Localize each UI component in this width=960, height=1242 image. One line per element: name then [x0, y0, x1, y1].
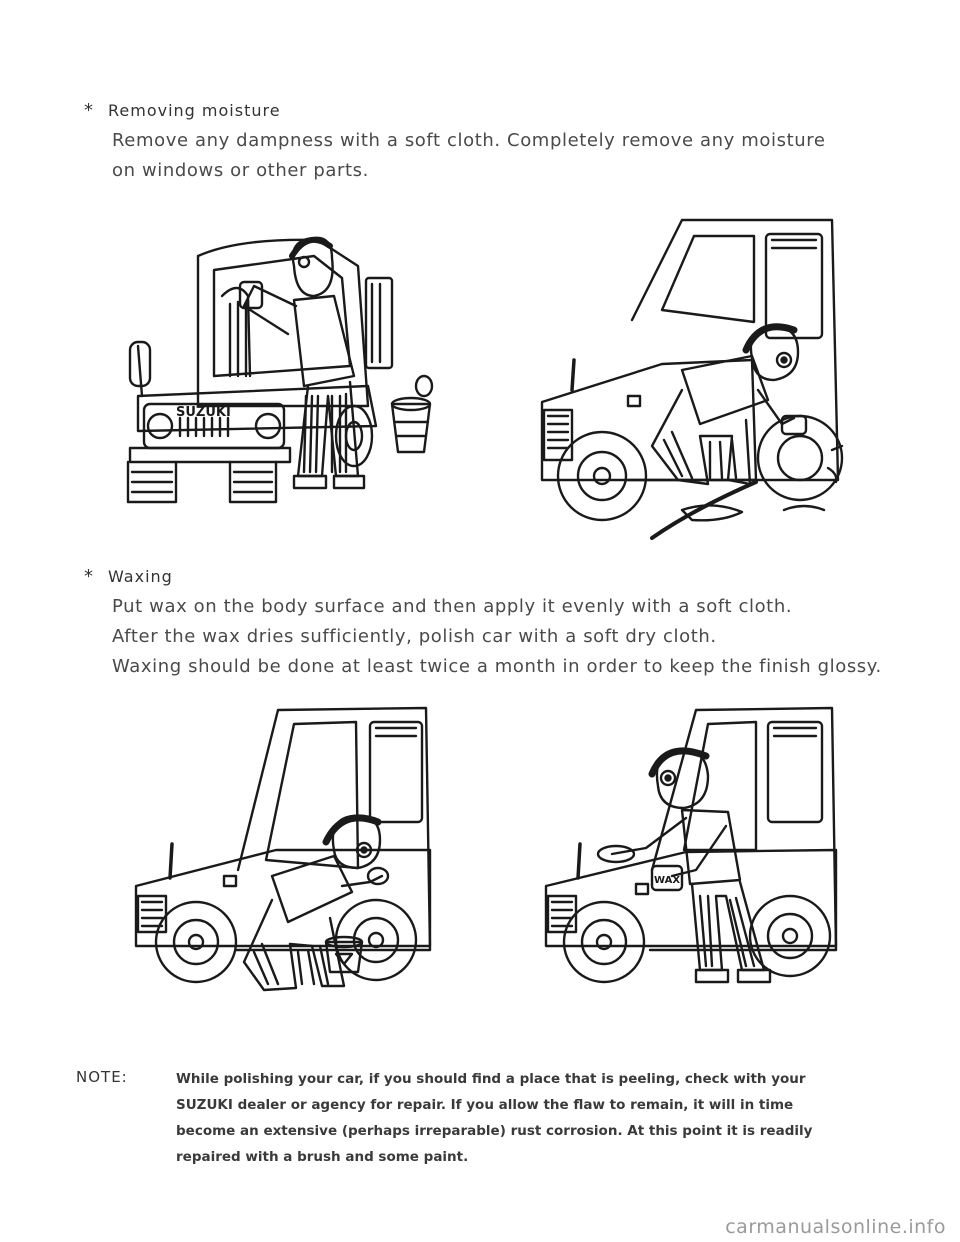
paragraph-line: Put wax on the body surface and then apply it evenly with a soft cloth.	[112, 596, 793, 617]
heading-text: Waxing	[108, 567, 173, 586]
note-line: become an extensive (perhaps irreparable) rust corrosion. At this point it is readily	[176, 1123, 813, 1139]
note-label: NOTE:	[76, 1068, 128, 1086]
heading-text: Removing moisture	[108, 101, 281, 120]
note-line: SUZUKI dealer or agency for repair. If you allow the flaw to remain, it will in time	[176, 1097, 794, 1113]
note-paragraph	[176, 1066, 876, 1170]
removing-moisture-paragraph	[112, 126, 826, 186]
section-heading-waxing	[84, 566, 173, 587]
illustration-wiping-windshield	[118, 226, 458, 516]
grille-logo-text: SUZUKI	[176, 405, 231, 420]
illustration-waxing-fender	[126, 700, 446, 1000]
note-line: repaired with a brush and some paint.	[176, 1149, 469, 1165]
bullet-asterisk: *	[84, 100, 94, 121]
waxing-paragraph	[112, 592, 882, 682]
wax-can-label: WAX	[654, 875, 681, 886]
paragraph-line: After the wax dries sufficiently, polish car with a soft dry cloth.	[112, 626, 717, 647]
paragraph-line: Waxing should be done at least twice a month in order to keep the finish glossy.	[112, 656, 882, 677]
bullet-asterisk: *	[84, 566, 94, 587]
illustration-wiping-wheel	[532, 210, 852, 540]
paragraph-line: Remove any dampness with a soft cloth. Completely remove any moisture	[112, 130, 826, 151]
paragraph-line: on windows or other parts.	[112, 160, 369, 181]
illustration-applying-wax	[536, 700, 856, 1000]
section-heading-removing-moisture	[84, 100, 281, 121]
note-line: While polishing your car, if you should find a place that is peeling, check with your	[176, 1071, 806, 1087]
watermark: carmanualsonline.info	[725, 1216, 946, 1238]
